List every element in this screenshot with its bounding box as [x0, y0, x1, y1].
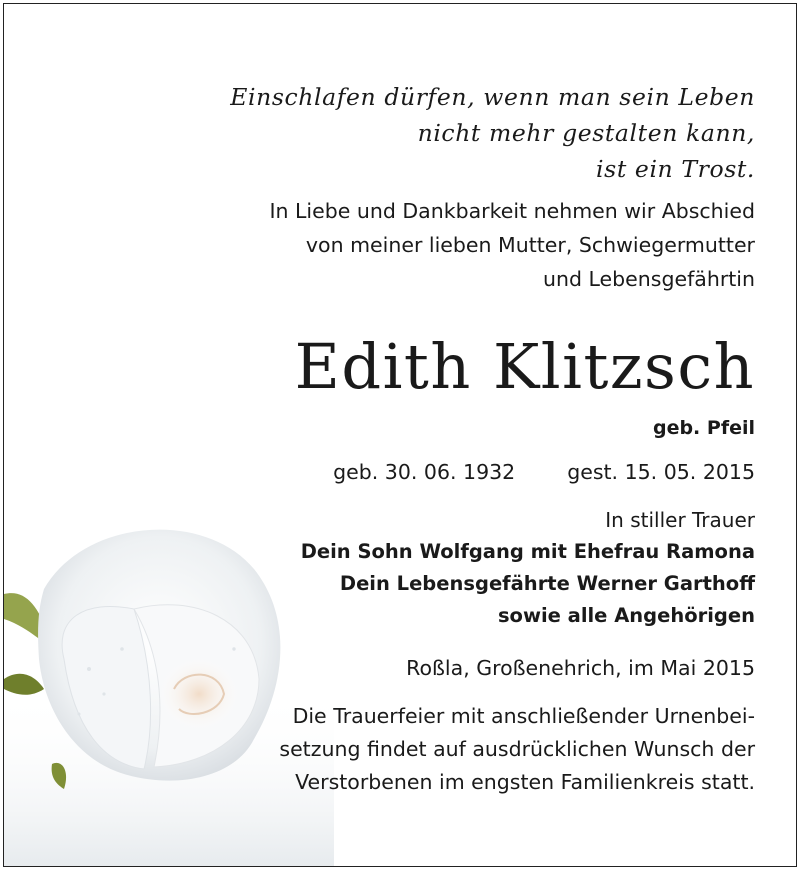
intro-text — [269, 194, 755, 296]
verse-line: nicht mehr gestalten kann, — [417, 119, 755, 147]
place-and-date: Roßla, Großenehrich, im Mai 2015 — [406, 656, 755, 680]
mourning-heading: In stiller Trauer — [605, 508, 755, 532]
intro-line: und Lebensgefährtin — [542, 267, 755, 291]
service-line: setzung findet auf ausdrücklichen Wunsch der — [279, 737, 755, 761]
mourner-line: Dein Sohn Wolfgang mit Ehefrau Ramona — [300, 540, 755, 563]
mourner-line: Dein Lebensgefährte Werner Garthoff — [339, 572, 755, 595]
white-rose-image — [4, 509, 334, 866]
death-date: gest. 15. 05. 2015 — [567, 460, 755, 484]
birth-date: geb. 30. 06. 1932 — [333, 460, 516, 484]
maiden-name: geb. Pfeil — [652, 417, 755, 439]
service-line: Die Trauerfeier mit anschließender Urnenbei- — [292, 704, 755, 728]
funeral-service-note — [279, 700, 755, 799]
obituary-notice — [3, 3, 797, 867]
verse-line: ist ein Trost. — [596, 155, 755, 183]
intro-line: In Liebe und Dankbarkeit nehmen wir Abschied — [269, 199, 755, 223]
mourner-line: sowie alle Angehörigen — [497, 604, 755, 627]
life-dates — [333, 456, 755, 488]
verse-line: Einschlafen dürfen, wenn man sein Leben — [230, 83, 755, 111]
mourners — [301, 504, 755, 632]
intro-line: von meiner lieben Mutter, Schwiegermutter — [305, 233, 755, 257]
verse — [230, 79, 755, 187]
deceased-name: Edith Klitzsch — [294, 330, 755, 403]
service-line: Verstorbenen im engsten Familienkreis statt. — [295, 770, 755, 794]
